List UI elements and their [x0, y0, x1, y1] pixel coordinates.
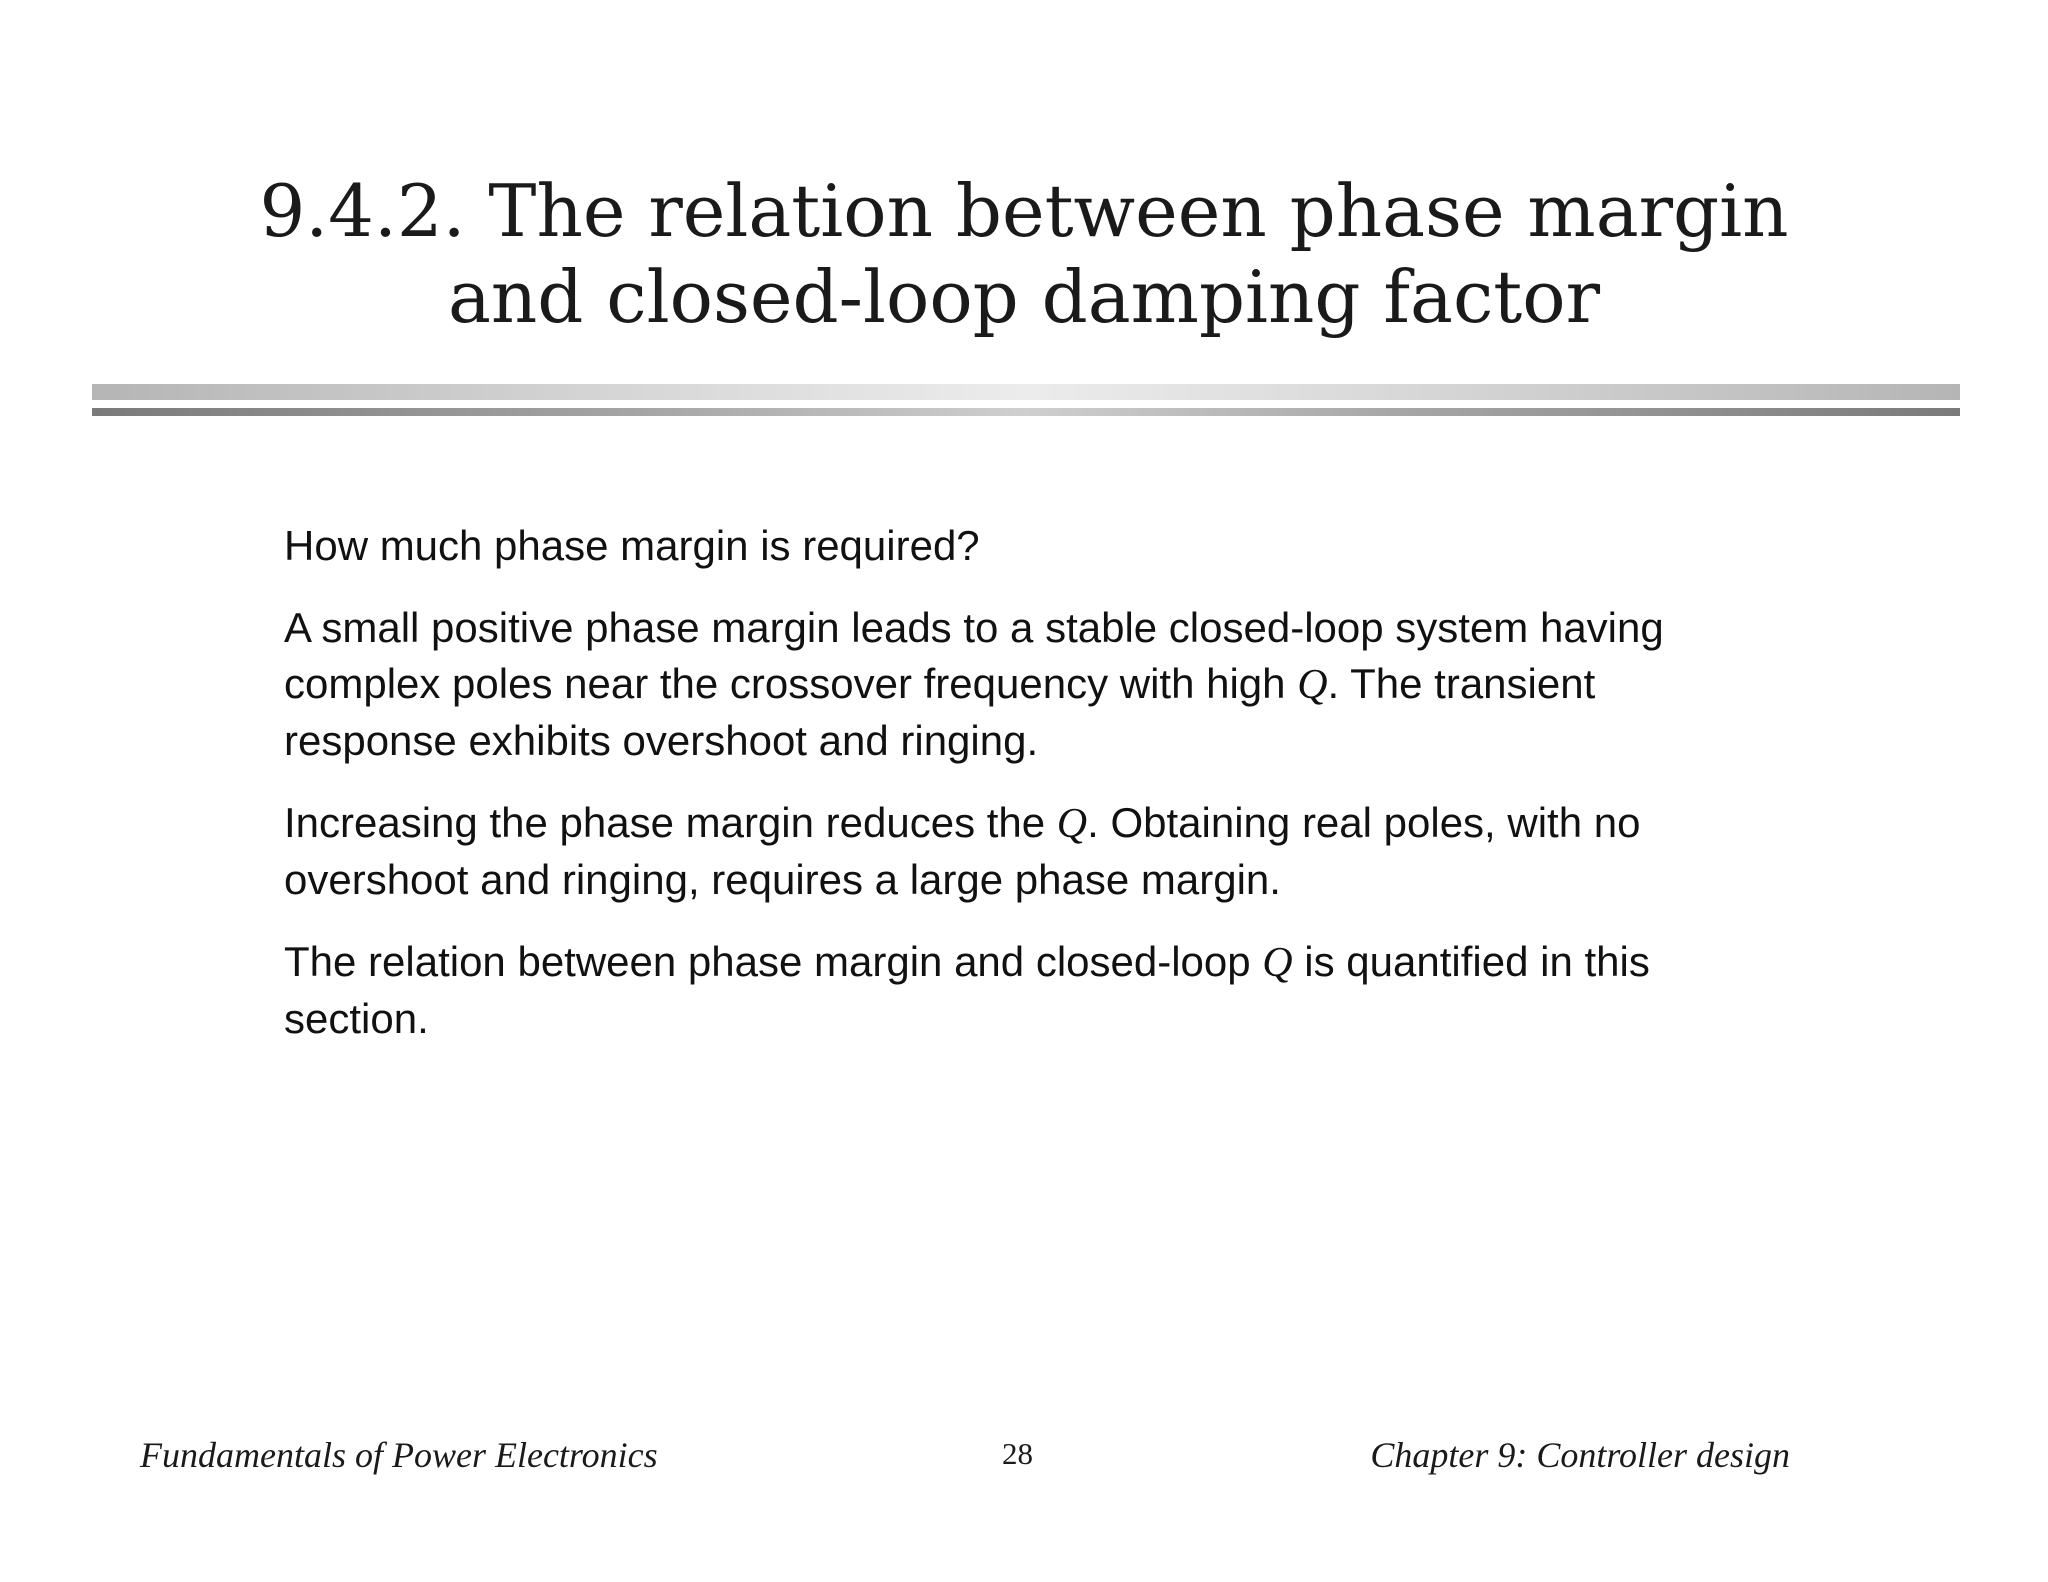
footer-book-title: Fundamentals of Power Electronics: [140, 1435, 658, 1475]
page-number: 28: [1002, 1436, 1033, 1471]
paragraph-question-text: How much phase margin is required?: [284, 522, 980, 569]
slide-title-line-2: and closed-loop damping factor: [448, 255, 1600, 339]
paragraph-small-margin-text-2: . The transient response exhibits overshoot and ringing.: [284, 660, 1596, 764]
paragraph-relation-text-1: The relation between phase margin and closed-loop: [284, 938, 1263, 985]
title-divider-bottom: [92, 408, 1960, 416]
footer-chapter: Chapter 9: Controller design: [1370, 1435, 1790, 1475]
paragraph-increasing-margin-text-2: . Obtaining real poles, with no overshoot and ringing, requires a large phase margin.: [284, 799, 1641, 903]
slide-title-line-1: 9.4.2. The relation between phase margin: [259, 169, 1789, 253]
q-symbol: Q: [1262, 940, 1293, 986]
paragraph-relation: [284, 934, 1744, 1047]
title-divider-top: [92, 384, 1960, 400]
paragraph-small-margin: [284, 600, 1744, 769]
q-symbol: Q: [1056, 801, 1088, 847]
paragraph-increasing-margin-text-1: Increasing the phase margin reduces the: [284, 799, 1057, 846]
q-symbol: Q: [1297, 662, 1328, 708]
paragraph-relation-text-2: is quantified in this section.: [284, 938, 1650, 1042]
paragraph-question: [284, 518, 1744, 574]
slide-body: [284, 518, 1744, 1073]
slide-title: [0, 168, 2048, 340]
paragraph-increasing-margin: [284, 795, 1744, 908]
paragraph-small-margin-text-1: A small positive phase margin leads to a stable closed-loop system having complex poles near the crossover frequency with high: [284, 604, 1664, 707]
